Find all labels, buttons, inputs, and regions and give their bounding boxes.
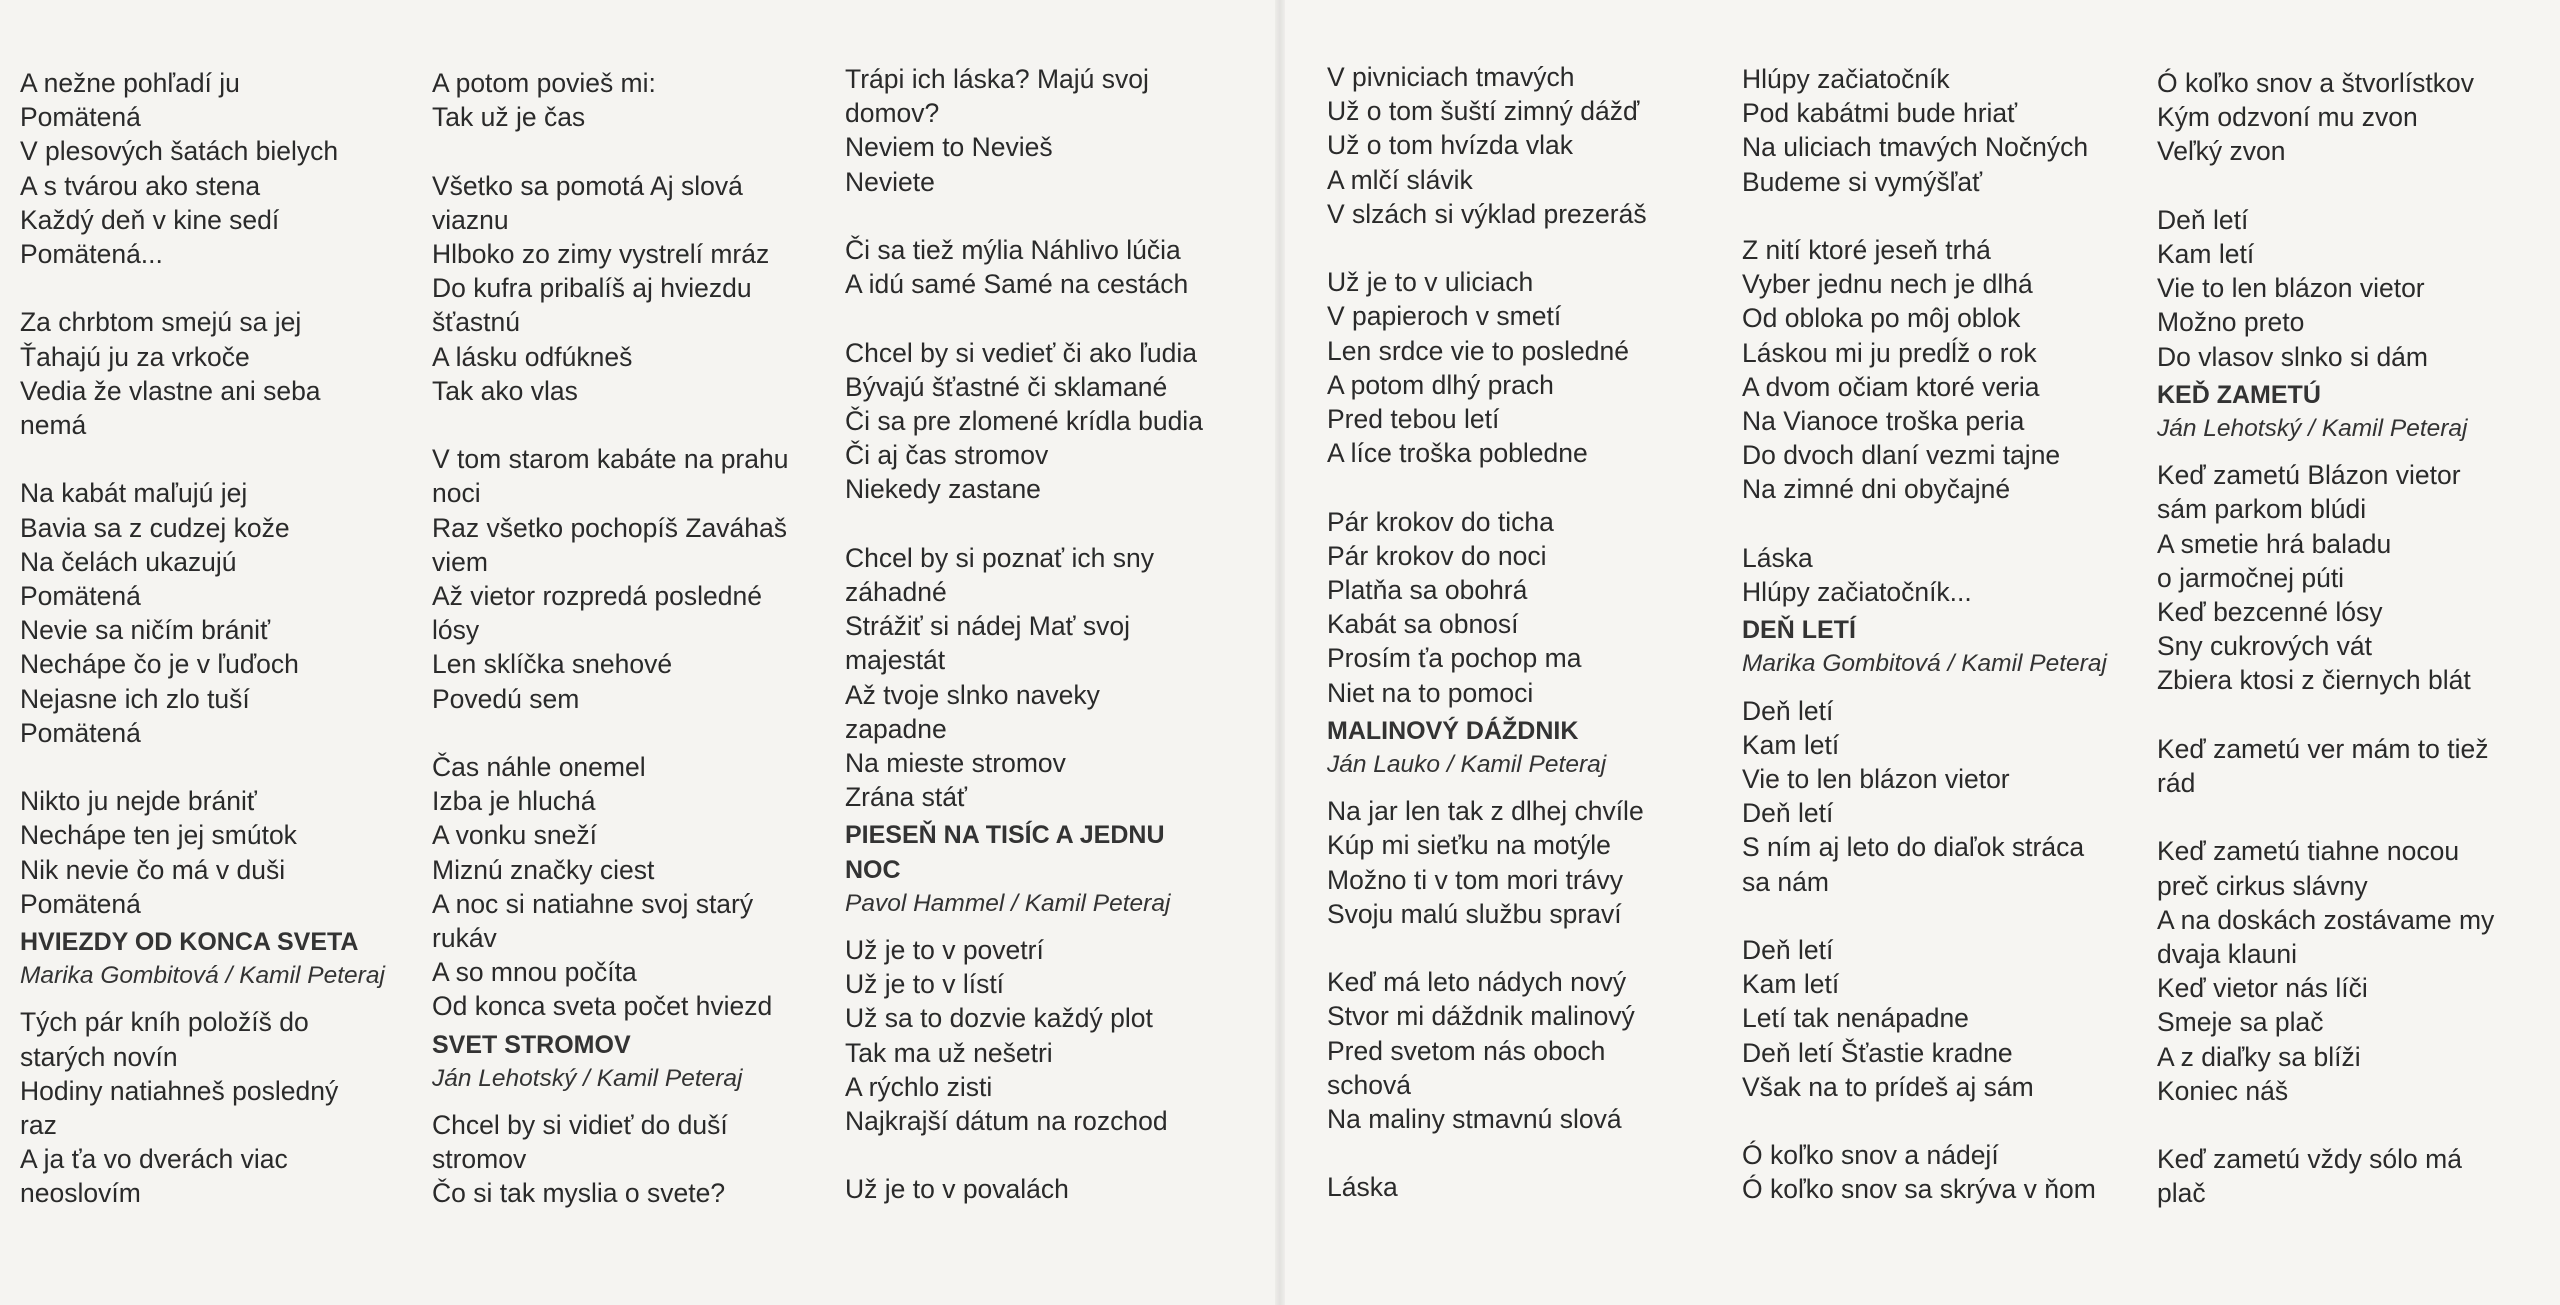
lyric-line: Niekedy zastane <box>845 474 1041 505</box>
lyric-line: Kam letí <box>1742 969 1840 1000</box>
lyric-line: Už sa to dozvie každý plot <box>845 1003 1153 1034</box>
lyric-line: A lásku odfúkneš <box>432 341 633 372</box>
lyric-line: A smetie hrá baladu <box>2157 528 2392 559</box>
lyric-line: Až vietor rozpredá posledné <box>432 581 762 612</box>
lyric-line: V plesových šatách bielych <box>20 136 339 167</box>
lyric-line: Až tvoje slnko naveky <box>845 679 1100 710</box>
lyric-line: Od konca sveta počet hviezd <box>432 991 773 1022</box>
lyric-line: Raz všetko pochopíš Zaváhaš <box>432 512 787 543</box>
lyric-line: Kým odzvoní mu zvon <box>2157 102 2418 133</box>
lyric-line: Či sa pre zlomené krídla budia <box>845 406 1203 436</box>
lyric-line: noci <box>432 478 481 509</box>
stanza-gap <box>845 301 1203 335</box>
lyric-line: A vonku sneží <box>432 820 597 851</box>
lyric-line: Pár krokov do ticha <box>1327 506 1554 537</box>
booklet-fold <box>1275 0 1285 1305</box>
stanza-gap <box>20 750 385 784</box>
stanza-gap <box>2157 698 2494 732</box>
lyric-line: Len srdce vie to posledné <box>1327 335 1630 366</box>
song-title: HVIEZDY OD KONCA SVETA <box>20 928 359 957</box>
lyric-line: Vyber jednu nech je dlhá <box>1742 269 2033 300</box>
lyric-line: Do vlasov slnko si dám <box>2157 341 2428 372</box>
lyric-line: A mlčí slávik <box>1327 164 1473 195</box>
lyric-line: Na jar len tak z dlhej chvíle <box>1327 796 1644 827</box>
lyric-line: A nežne pohľadí ju <box>20 68 240 98</box>
lyric-line: A idú samé Samé na cestách <box>845 269 1189 300</box>
lyric-line: Stvor mi dáždnik malinový <box>1327 1001 1635 1032</box>
lyric-line: A s tvárou ako stena <box>20 170 261 201</box>
song-credits: Marika Gombitová / Kamil Peteraj <box>1742 650 2107 678</box>
lyric-line: Nikto ju nejde brániť <box>20 786 257 817</box>
lyric-line: Láska <box>1327 1172 1398 1203</box>
lyric-line: Hlúpy začiatočník <box>1742 64 1950 94</box>
lyric-line: Miznú značky ciest <box>432 854 655 885</box>
lyric-line: Chcel by si vidieť do duší <box>432 1110 728 1141</box>
lyric-line: A na doskách zostávame my <box>2157 904 2495 935</box>
lyric-line: V pivniciach tmavých <box>1327 62 1575 92</box>
lyrics-column-6 <box>2157 66 2494 1211</box>
lyric-line: A ja ťa vo dverách viac <box>20 1144 288 1175</box>
song-credits: Ján Lauko / Kamil Peteraj <box>1327 751 1607 779</box>
stanza-gap <box>432 716 788 750</box>
lyric-line: Však na to prídeš aj sám <box>1742 1071 2034 1102</box>
lyric-line: Kam letí <box>1742 729 1840 760</box>
lyric-line: A noc si natiahne svoj starý <box>432 888 754 919</box>
lyric-line: Chcel by si vedieť či ako ľudia <box>845 337 1198 368</box>
lyric-line: Deň letí Šťastie kradne <box>1742 1037 2013 1068</box>
lyric-line: Keď zametú tiahne nocou <box>2157 836 2460 867</box>
lyrics-column-4 <box>1327 60 1647 1205</box>
lyric-line: Už je to v uliciach <box>1327 267 1534 298</box>
lyric-line: A dvom očiam ktoré veria <box>1742 371 2040 402</box>
lyric-line: Už je to v lístí <box>845 969 1005 1000</box>
lyric-line: Tých pár kníh položíš do <box>20 1007 309 1038</box>
lyric-line: Čas náhle onemel <box>432 752 646 783</box>
lyric-line: Pomätená <box>20 717 141 748</box>
lyric-line: starých novín <box>20 1041 178 1072</box>
lyric-line: Už je to v povalách <box>845 1174 1069 1205</box>
lyric-line: Povedú sem <box>432 683 580 714</box>
lyric-line: Bavia sa z cudzej kože <box>20 512 290 543</box>
lyric-line: Chcel by si poznať ich sny <box>845 542 1154 573</box>
lyric-line: Pod kabátmi bude hriať <box>1742 98 2018 129</box>
lyric-line: Keď má leto nádych nový <box>1327 967 1627 998</box>
lyric-line: zapadne <box>845 713 947 744</box>
song-title: KEĎ ZAMETÚ <box>2157 380 2321 409</box>
lyric-line: Tak ma už nešetri <box>845 1037 1053 1068</box>
stanza-gap <box>2157 169 2494 203</box>
lyric-line: Na zimné dni obyčajné <box>1742 474 2011 505</box>
lyric-line: S ním aj leto do diaľok stráca <box>1742 832 2085 863</box>
lyric-line: Nechápe ten jej smútok <box>20 820 297 851</box>
lyric-line: Deň letí <box>1742 798 1834 829</box>
lyric-line: Ó koľko snov sa skrýva v ňom <box>1742 1174 2096 1205</box>
lyric-line: Tak ako vlas <box>432 375 578 406</box>
lyric-line: Čo si tak myslia o svete? <box>432 1178 726 1209</box>
stanza-gap <box>845 199 1203 233</box>
lyric-line: Prosím ťa pochop ma <box>1327 643 1582 674</box>
song-credits: Marika Gombitová / Kamil Peteraj <box>20 962 385 990</box>
lyric-line: Neviete <box>845 166 935 197</box>
lyric-line: Vedia že vlastne ani seba <box>20 375 321 406</box>
lyric-line: A líce troška pobledne <box>1327 438 1588 469</box>
lyric-line: lósy <box>432 615 480 646</box>
lyric-line: Neviem to Nevieš <box>845 132 1053 163</box>
lyrics-column-1 <box>20 66 385 1211</box>
lyric-line: Od obloka po môj oblok <box>1742 303 2021 334</box>
lyric-line: V papieroch v smetí <box>1327 301 1562 332</box>
lyric-line: Hlúpy začiatočník... <box>1742 577 1972 608</box>
lyric-line: Láska <box>1742 542 1813 573</box>
lyric-line: raz <box>20 1110 57 1141</box>
lyric-line: záhadné <box>845 577 947 607</box>
lyric-line: šťastnú <box>432 307 521 338</box>
lyric-line: Trápi ich láska? Majú svoj <box>845 64 1149 94</box>
song-title: SVET STROMOV <box>432 1030 631 1059</box>
lyric-line: Platňa sa obohrá <box>1327 575 1528 606</box>
stanza-gap <box>1327 1136 1647 1170</box>
song-credits: Ján Lehotský / Kamil Peteraj <box>2157 415 2468 443</box>
lyric-line: Na kabát maľujú jej <box>20 478 248 509</box>
lyric-line: Možno preto <box>2157 307 2305 338</box>
lyric-line: Veľký zvon <box>2157 136 2286 167</box>
lyric-line: neoslovím <box>20 1178 141 1209</box>
lyric-line: Deň letí <box>1742 695 1834 726</box>
lyric-line: Smeje sa plač <box>2157 1007 2324 1038</box>
lyric-line: Keď zametú Blázon vietor <box>2157 460 2461 491</box>
lyric-line: Kam letí <box>2157 239 2255 269</box>
lyric-line: Pred svetom nás oboch <box>1327 1035 1606 1066</box>
lyric-line: Ó koľko snov a nádejí <box>1742 1140 1999 1171</box>
lyric-line: dvaja klauni <box>2157 939 2297 970</box>
lyric-line: Hodiny natiahneš posledný <box>20 1075 339 1106</box>
song-title: NOC <box>845 855 901 884</box>
lyric-line: sa nám <box>1742 866 1829 897</box>
lyric-line: Pred tebou letí <box>1327 404 1500 435</box>
lyric-line: Koniec náš <box>2157 1075 2289 1106</box>
lyric-line: Všetko sa pomotá Aj slová <box>432 170 743 201</box>
lyric-line: Ó koľko snov a štvorlístkov <box>2157 68 2475 98</box>
lyric-line: Pár krokov do noci <box>1327 540 1547 571</box>
lyric-line: Do dvoch dlaní vezmi tajne <box>1742 440 2061 471</box>
song-title: DEŇ LETÍ <box>1742 616 1856 645</box>
lyric-line: A rýchlo zisti <box>845 1071 993 1102</box>
stanza-gap <box>1742 507 2107 541</box>
lyric-line: sám parkom blúdi <box>2157 494 2367 525</box>
lyric-line: Už o tom šuští zimný dážď <box>1327 96 1640 127</box>
stanza-gap <box>1742 199 2107 233</box>
lyric-line: Deň letí <box>1742 935 1834 966</box>
stanza-gap <box>2157 1108 2494 1142</box>
lyrics-column-2 <box>432 66 788 1211</box>
lyric-line: A so mnou počíta <box>432 957 637 988</box>
lyric-line: Už je to v povetrí <box>845 935 1044 966</box>
lyric-line: viem <box>432 546 488 577</box>
lyric-line: Najkrajší dátum na rozchod <box>845 1106 1168 1137</box>
stanza-gap <box>432 134 788 168</box>
lyric-line: Pomätená... <box>20 239 163 270</box>
lyric-line: plač <box>2157 1178 2206 1209</box>
stanza-gap <box>1742 1104 2107 1138</box>
lyric-line: Sny cukrových vát <box>2157 631 2373 662</box>
lyric-line: Nik nevie čo má v duši <box>20 854 286 885</box>
stanza-gap <box>1742 899 2107 933</box>
lyric-line: Na maliny stmavnú slová <box>1327 1104 1622 1135</box>
lyric-line: Keď bezcenné lósy <box>2157 597 2383 628</box>
stanza-gap <box>1327 231 1647 265</box>
lyric-line: rukáv <box>432 923 497 954</box>
lyric-line: Keď zametú ver mám to tiež <box>2157 733 2489 764</box>
lyric-line: Len sklíčka snehové <box>432 649 673 680</box>
stanza-gap <box>845 1138 1203 1172</box>
lyric-line: Zbiera ktosi z čiernych blát <box>2157 665 2471 696</box>
stanza-gap <box>2157 800 2494 834</box>
lyric-line: Letí tak nenápadne <box>1742 1003 1969 1034</box>
lyric-line: A potom dlhý prach <box>1327 369 1554 400</box>
lyric-line: Na uliciach tmavých Nočných <box>1742 132 2089 163</box>
lyric-line: Hlboko zo zimy vystrelí mráz <box>432 239 770 269</box>
lyric-line: Zrána stáť <box>845 782 967 813</box>
lyric-line: Deň letí <box>2157 204 2249 235</box>
lyric-line: V slzách si výklad prezeráš <box>1327 198 1647 229</box>
lyric-line: Vie to len blázon vietor <box>2157 273 2425 304</box>
lyric-line: Izba je hluchá <box>432 786 596 817</box>
lyric-line: stromov <box>432 1144 527 1175</box>
song-credits: Ján Lehotský / Kamil Peteraj <box>432 1064 743 1092</box>
lyric-line: Možno ti v tom mori trávy <box>1327 864 1623 895</box>
lyric-line: nemá <box>20 410 87 441</box>
lyric-line: Keď vietor nás líči <box>2157 973 2368 1004</box>
lyric-line: viaznu <box>432 204 509 235</box>
lyric-line: Nevie sa ničím brániť <box>20 615 271 646</box>
lyric-line: Tak už je čas <box>432 102 586 133</box>
lyric-line: o jarmočnej púti <box>2157 562 2345 593</box>
lyric-line: Kúp mi sieťku na motýle <box>1327 830 1611 861</box>
lyric-line: Strážiť si nádej Mať svoj <box>845 611 1130 642</box>
lyrics-column-3 <box>845 62 1203 1207</box>
lyric-line: A z diaľky sa blíži <box>2157 1041 2361 1072</box>
lyric-line: Keď zametú vždy sólo má <box>2157 1144 2462 1175</box>
lyric-line: Ťahajú ju za vrkoče <box>20 341 250 372</box>
lyric-line: Či aj čas stromov <box>845 440 1049 471</box>
lyric-line: Nejasne ich zlo tuší <box>20 683 250 714</box>
stanza-gap <box>1327 470 1647 504</box>
stanza-gap <box>20 442 385 476</box>
lyrics-column-5 <box>1742 62 2107 1207</box>
lyric-line: majestát <box>845 645 946 676</box>
lyric-line: Láskou mi ju predĺž o rok <box>1742 337 2037 368</box>
lyric-line: preč cirkus slávny <box>2157 870 2368 901</box>
lyric-line: V tom starom kabáte na prahu <box>432 444 789 475</box>
lyric-line: Budeme si vymýšľať <box>1742 166 1983 197</box>
lyric-line: Za chrbtom smejú sa jej <box>20 307 302 338</box>
song-title: PIESEŇ NA TISÍC A JEDNU <box>845 821 1165 850</box>
lyric-line: Niet na to pomoci <box>1327 677 1534 708</box>
lyric-line: Nechápe čo je v ľuďoch <box>20 649 299 680</box>
stanza-gap <box>1327 931 1647 965</box>
lyric-line: A potom povieš mi: <box>432 68 656 98</box>
lyric-line: schová <box>1327 1069 1411 1100</box>
lyric-line: Na čelách ukazujú <box>20 546 237 577</box>
lyric-line: Pomätená <box>20 888 141 919</box>
lyric-line: Kabát sa obnosí <box>1327 609 1519 640</box>
song-credits: Pavol Hammel / Kamil Peteraj <box>845 889 1171 917</box>
lyric-line: Už o tom hvízda vlak <box>1327 130 1573 161</box>
lyric-line: Z nití ktoré jeseň trhá <box>1742 235 1991 265</box>
lyric-line: rád <box>2157 768 2196 799</box>
stanza-gap <box>845 507 1203 541</box>
lyric-line: Bývajú šťastné či sklamané <box>845 371 1168 402</box>
lyric-line: Na Vianoce troška peria <box>1742 406 2025 437</box>
stanza-gap <box>20 271 385 305</box>
lyric-line: Do kufra pribalíš aj hviezdu <box>432 273 752 304</box>
lyric-line: Pomätená <box>20 102 141 133</box>
lyric-line: Svoju malú službu spraví <box>1327 898 1622 929</box>
song-title: MALINOVÝ DÁŽDNIK <box>1327 716 1579 745</box>
lyric-line: domov? <box>845 98 940 129</box>
lyric-line: Pomätená <box>20 581 141 612</box>
stanza-gap <box>432 408 788 442</box>
lyric-line: Vie to len blázon vietor <box>1742 764 2010 795</box>
lyric-line: Na mieste stromov <box>845 748 1066 779</box>
lyric-line: Každý deň v kine sedí <box>20 204 280 235</box>
lyric-line: Či sa tiež mýlia Náhlivo lúčia <box>845 235 1181 265</box>
